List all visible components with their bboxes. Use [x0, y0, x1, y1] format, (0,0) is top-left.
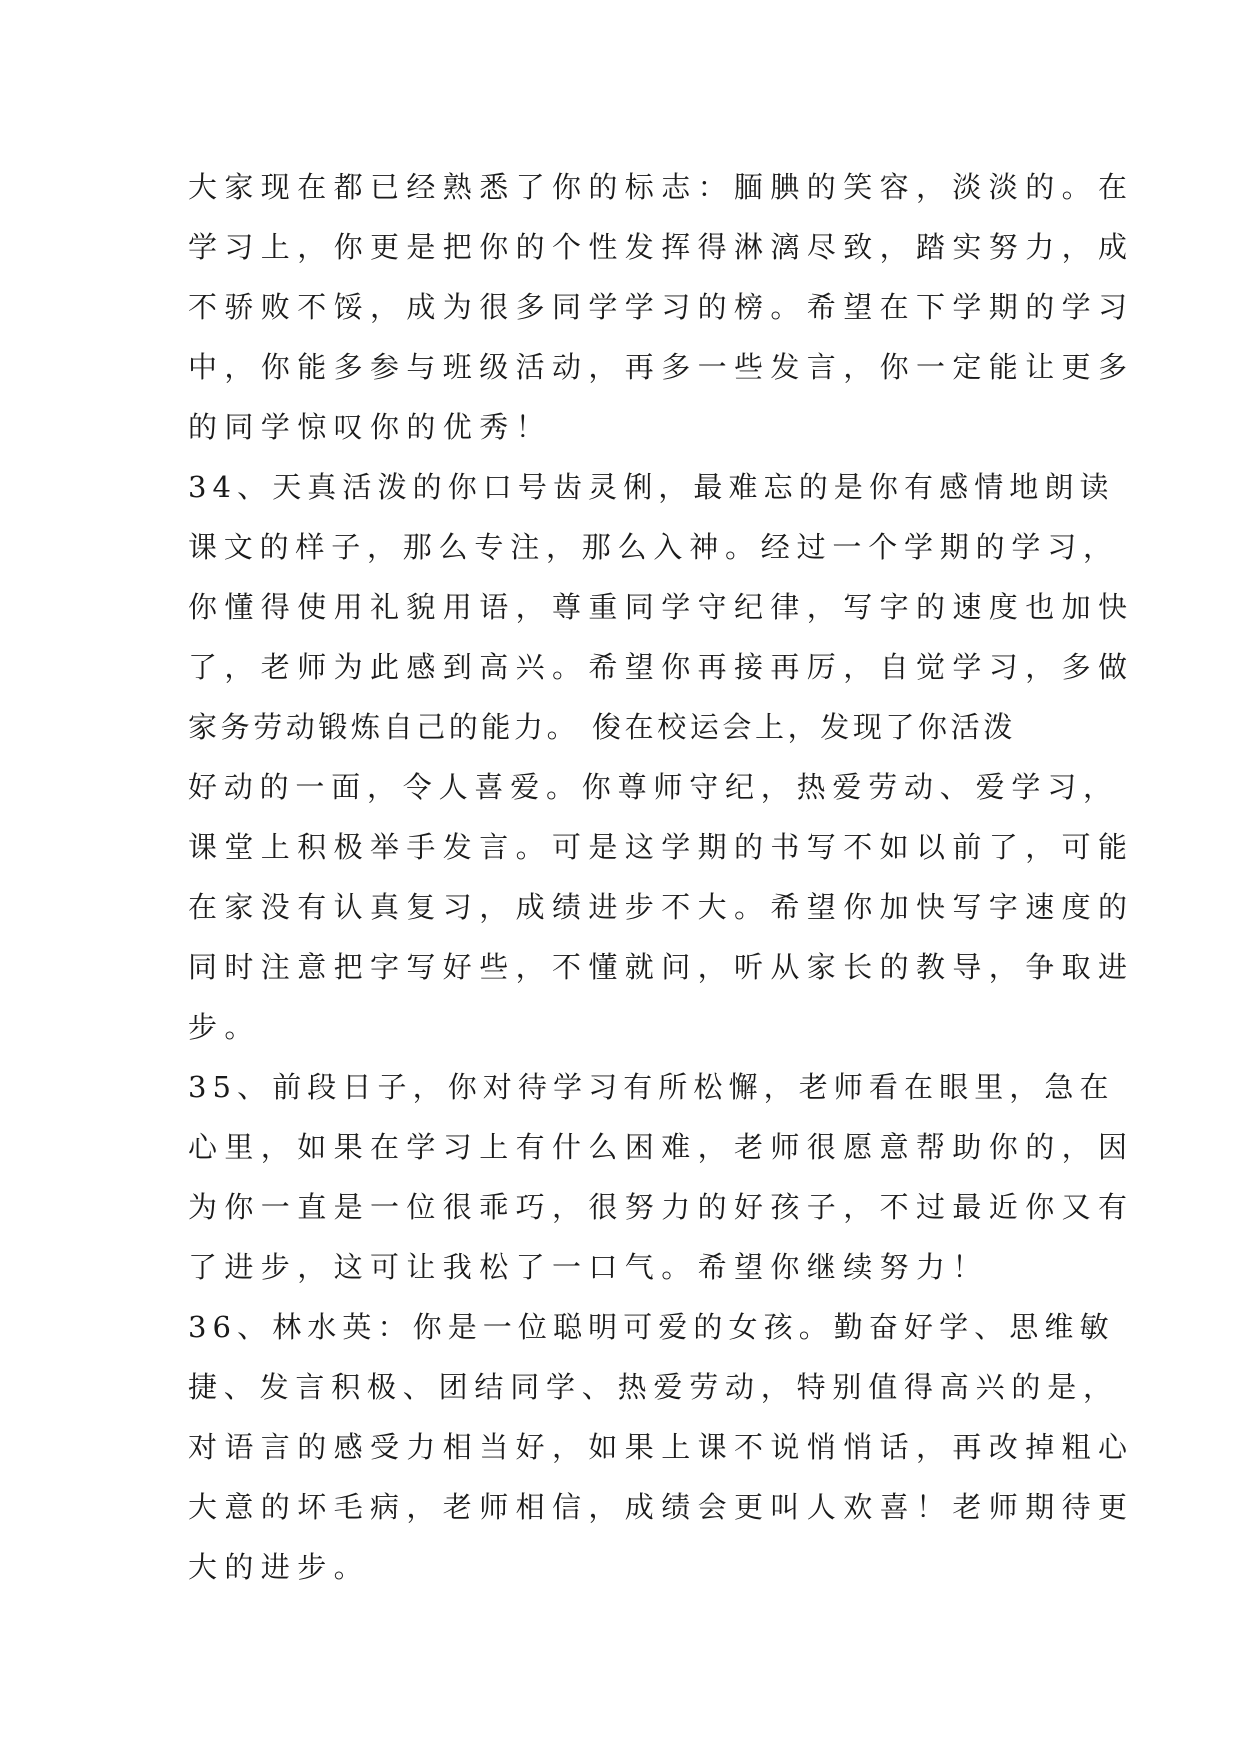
text-line: 了进步，这可让我松了一口气。希望你继续努力！ — [188, 1250, 989, 1284]
document-body — [188, 157, 1135, 1597]
text-line: 35、前段日子，你对待学习有所松懈，老师看在眼里，急在 — [188, 1070, 1115, 1104]
text-line: 中，你能多参与班级活动，再多一些发言，你一定能让更多 — [188, 350, 1135, 384]
text-line: 课堂上积极举手发言。可是这学期的书写不如以前了，可能 — [188, 830, 1135, 864]
text-line: 好动的一面，令人喜爱。你尊师守纪，热爱劳动、爱学习， — [188, 770, 1119, 804]
text-line: 同时注意把字写好些，不懂就问，听从家长的教导，争取进 — [188, 950, 1135, 984]
text-line: 对语言的感受力相当好，如果上课不说悄悄话，再改掉粗心 — [188, 1430, 1135, 1464]
text-line: 步。 — [188, 1010, 261, 1044]
text-line: 的同学惊叹你的优秀！ — [188, 410, 553, 444]
text-line: 捷、发言积极、团结同学、热爱劳动，特别值得高兴的是， — [188, 1370, 1119, 1404]
text-line: 在家没有认真复习，成绩进步不大。希望你加快写字速度的 — [188, 890, 1135, 924]
text-line: 大意的坏毛病，老师相信，成绩会更叫人欢喜！老师期待更 — [188, 1490, 1135, 1524]
text-line: 了，老师为此感到高兴。希望你再接再厉，自觉学习，多做 — [188, 650, 1135, 684]
text-line: 大家现在都已经熟悉了你的标志：腼腆的笑容，淡淡的。在 — [188, 170, 1135, 204]
text-line: 不骄败不馁，成为很多同学学习的榜。希望在下学期的学习 — [188, 290, 1135, 324]
text-line: 学习上，你更是把你的个性发挥得淋漓尽致，踏实努力，成 — [188, 230, 1135, 264]
text-line: 34、天真活泼的你口号齿灵俐，最难忘的是你有感情地朗读 — [188, 470, 1115, 504]
text-line: 大的进步。 — [188, 1550, 371, 1584]
text-line: 你懂得使用礼貌用语，尊重同学守纪律，写字的速度也加快 — [188, 590, 1135, 624]
text-line: 家务劳动锻炼自己的能力。 俊在校运会上，发现了你活泼 — [188, 710, 1016, 744]
text-line: 36、林水英：你是一位聪明可爱的女孩。勤奋好学、思维敏 — [188, 1310, 1115, 1344]
text-line: 为你一直是一位很乖巧，很努力的好孩子，不过最近你又有 — [188, 1190, 1135, 1224]
text-line: 心里，如果在学习上有什么困难，老师很愿意帮助你的，因 — [188, 1130, 1135, 1164]
text-line: 课文的样子，那么专注，那么入神。经过一个学期的学习， — [188, 530, 1119, 564]
